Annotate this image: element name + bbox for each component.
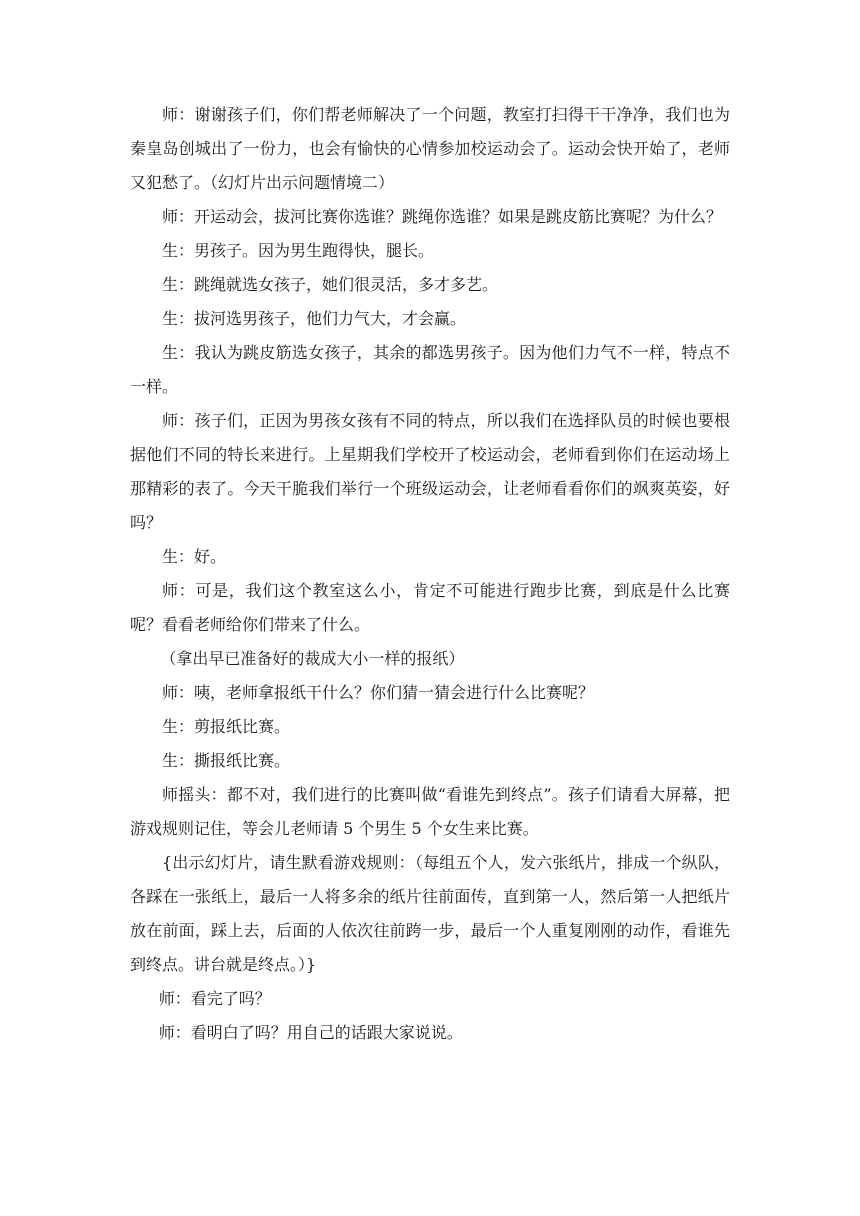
paragraph-teacher-newspaper: 师：咦，老师拿报纸干什么？你们猜一猜会进行什么比赛呢？ <box>162 683 595 702</box>
paragraph-teacher-question: 师：开运动会，拔河比赛你选谁？跳绳你选谁？如果是跳皮筋比赛呢？为什么？ <box>162 207 723 226</box>
paragraph-teacher-features: 师：孩子们，正因为男孩女孩有不同的特点，所以我们在选择队员的时候也要根据他们不同的特长来进行。上星期我们学校开了校运动会，老师看到你们在运动场上那精彩的表了。今天干脆我们举行一个班级运动会，让老师看看你们的飒爽英姿，好吗？ <box>130 411 730 532</box>
paragraph-student-ok: 生：好。 <box>162 547 227 566</box>
paragraph-teacher-game-name: 师摇头：都不对，我们进行的比赛叫做“看谁先到终点”。孩子们请看大屏幕，把游戏规则记住，等会儿老师请 5 个男生 5 个女生来比赛。 <box>130 785 730 838</box>
paragraph-student-tug-of-war: 生：拔河选男孩子，他们力气大，才会赢。 <box>162 309 467 328</box>
paragraph-teacher-finished: 师：看完了吗？ <box>158 989 271 1008</box>
paragraph-stage-direction: （拿出早已准备好的裁成大小一样的报纸） <box>160 649 465 668</box>
paragraph-student-jump-rope: 生：跳绳就选女孩子，她们很灵活，多才多艺。 <box>162 275 499 294</box>
paragraph-student-rubber-band: 生：我认为跳皮筋选女孩子，其余的都选男孩子。因为他们力气不一样，特点不一样。 <box>130 343 730 396</box>
paragraph-game-rules: {出示幻灯片，请生默看游戏规则：（每组五个人，发六张纸片，排成一个纵队，各踩在一张纸上，最后一人将多余的纸片往前面传，直到第一人，然后第一人把纸片放在前面，踩上去，后面的人依次往前跨一步，最后一个人重复刚刚的动作，看谁先到终点。讲台就是终点。）} <box>130 853 730 974</box>
paragraph-student-cut: 生：剪报纸比赛。 <box>162 717 291 736</box>
paragraph-teacher-classroom: 师：可是，我们这个教室这么小，肯定不可能进行跑步比赛，到底是什么比赛呢？看看老师给你们带来了什么。 <box>130 581 730 634</box>
paragraph-student-boys: 生：男孩子。因为男生跑得快，腿长。 <box>162 241 435 260</box>
paragraph-teacher-understood: 师：看明白了吗？用自己的话跟大家说说。 <box>158 1023 463 1042</box>
paragraph-student-tear: 生：撕报纸比赛。 <box>162 751 291 770</box>
paragraph-teacher-thanks: 师：谢谢孩子们，你们帮老师解决了一个问题，教室打扫得干干净净，我们也为秦皇岛创城出了一份力，也会有愉快的心情参加校运动会了。运动会快开始了，老师又犯愁了。（幻灯片出示问题情境二） <box>130 105 730 192</box>
document-page <box>130 98 730 1050</box>
